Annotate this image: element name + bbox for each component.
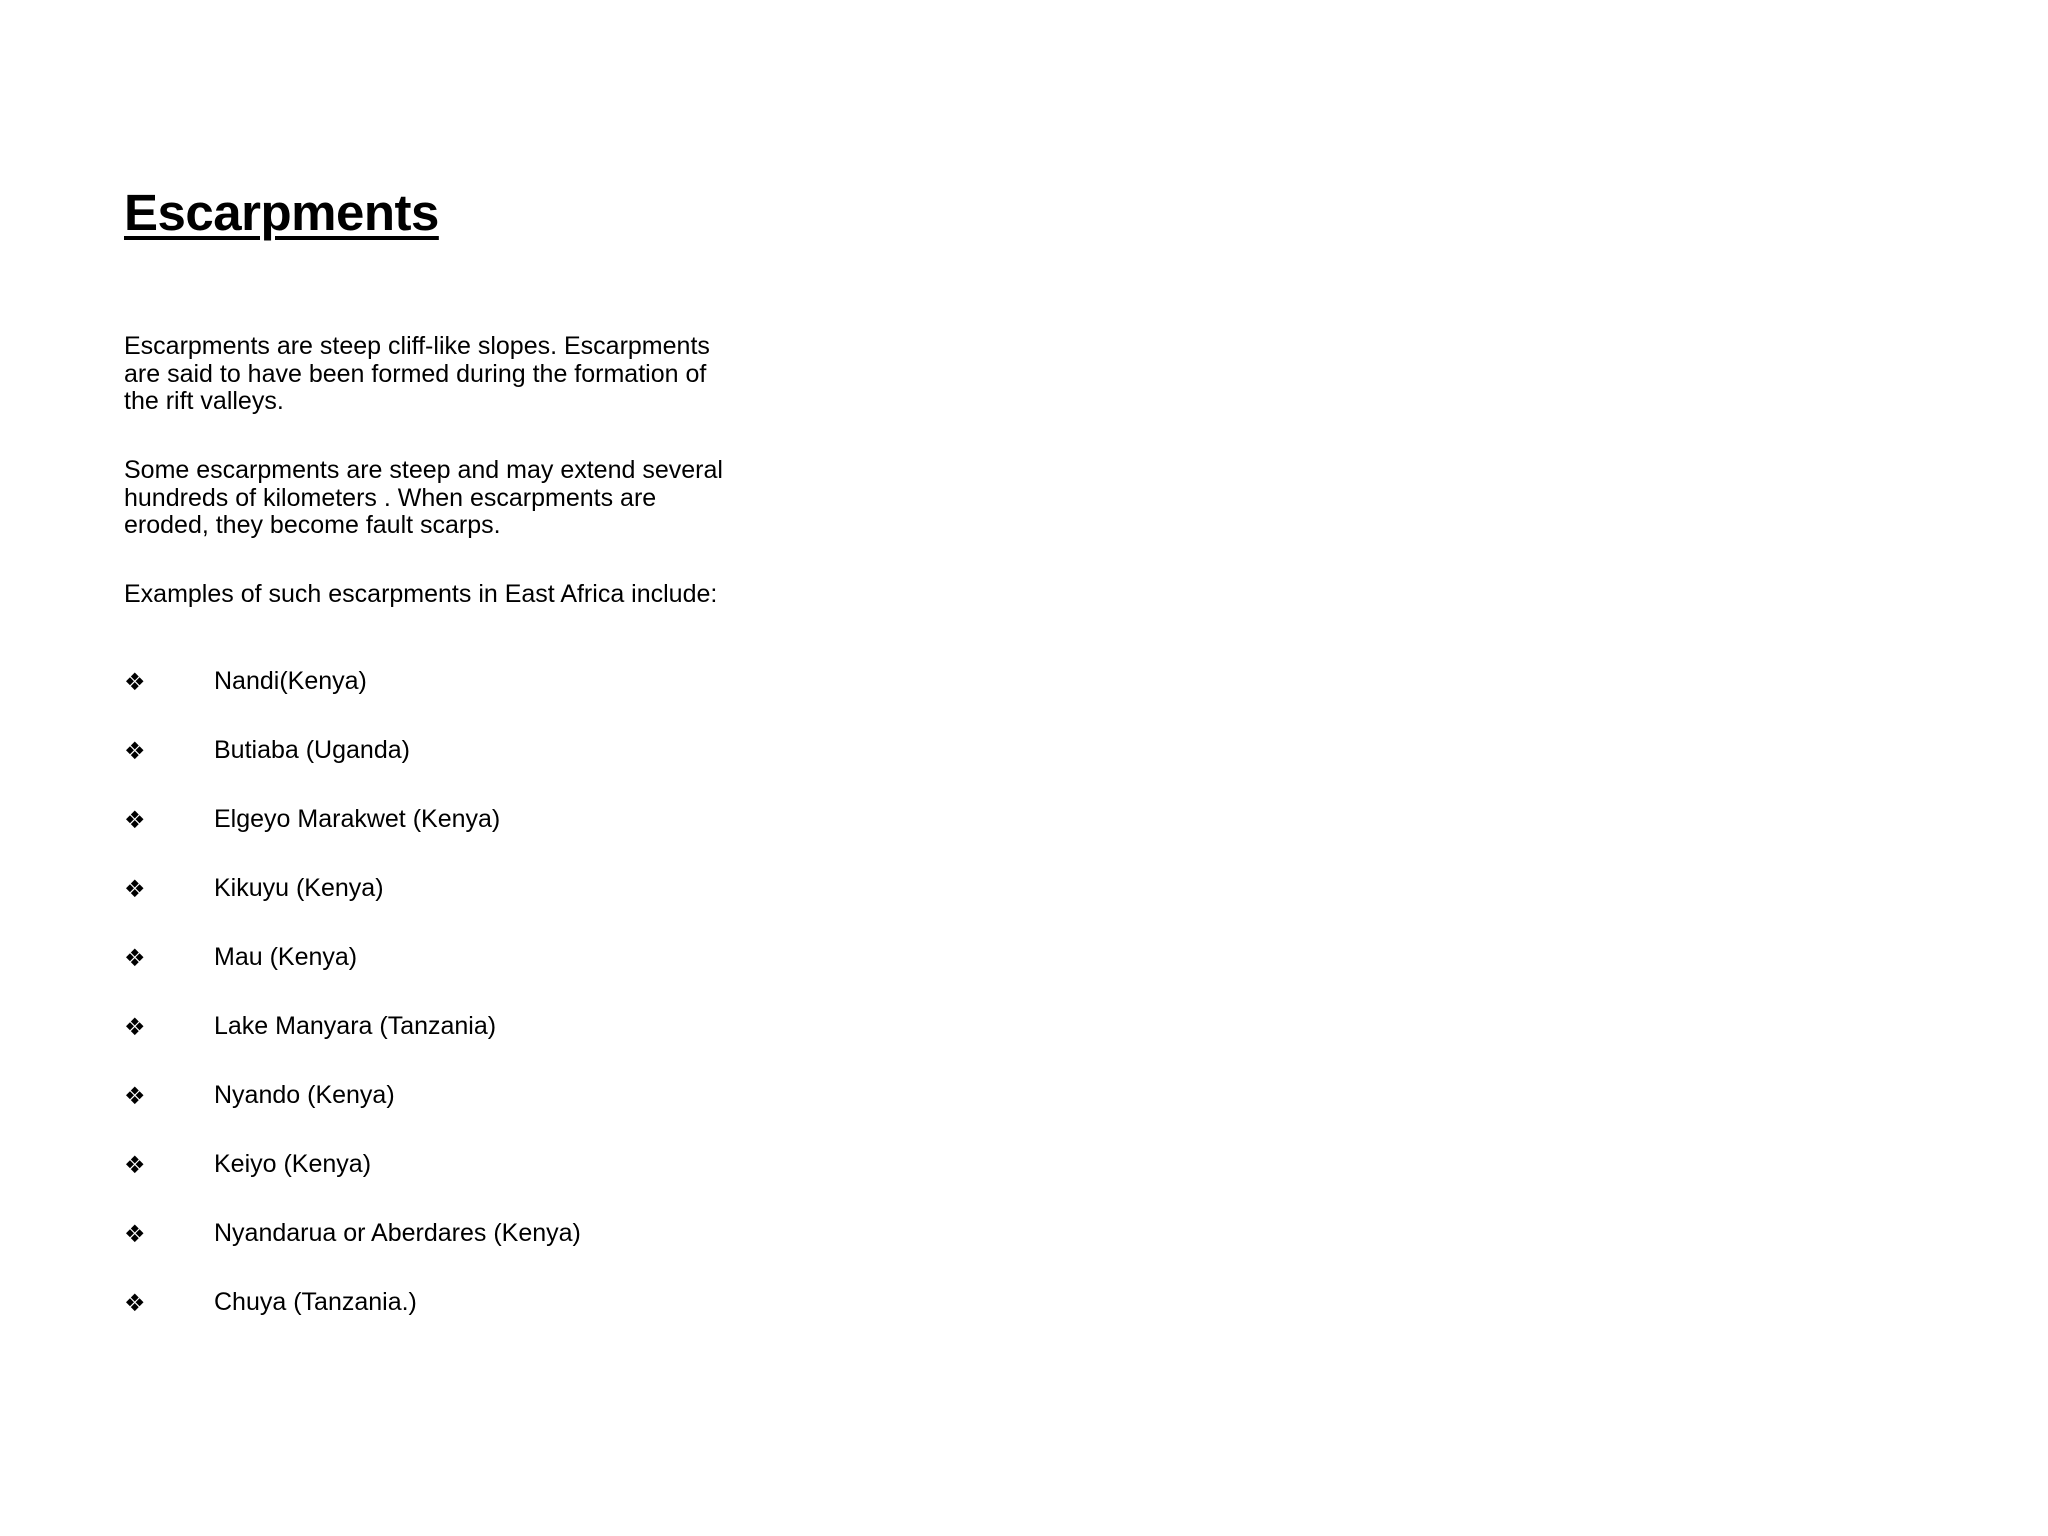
four-diamond-bullet-icon: ❖ [124,943,146,972]
paragraph-definition [124,333,764,416]
paragraph-line: Escarpments are steep cliff-like slopes. Escarpments [124,332,710,360]
list-item-text: Kikuyu (Kenya) [214,874,384,902]
list-item [124,923,581,992]
paragraph-line: are said to have been formed during the formation of [124,359,707,388]
list-item [124,1199,581,1268]
examples-list [124,647,581,1337]
list-item-text: Lake Manyara (Tanzania) [214,1012,497,1040]
list-item [124,1061,581,1130]
four-diamond-bullet-icon: ❖ [124,1288,146,1317]
paragraph-line: Examples of such escarpments in East Africa include: [124,580,718,608]
list-item-text: Chuya (Tanzania.) [214,1288,417,1316]
four-diamond-bullet-icon: ❖ [124,1081,146,1110]
list-item-text: Nandi(Kenya) [214,667,367,695]
paragraph-examples-intro [124,581,764,609]
four-diamond-bullet-icon: ❖ [124,1150,146,1179]
paragraph-line: the rift valleys. [124,387,284,415]
four-diamond-bullet-icon: ❖ [124,667,146,696]
paragraph-extent [124,457,764,540]
four-diamond-bullet-icon: ❖ [124,805,146,834]
list-item-text: Keiyo (Kenya) [214,1150,372,1178]
paragraph-line: Some escarpments are steep and may extend several [124,456,723,484]
list-item [124,1130,581,1199]
list-item [124,854,581,923]
list-item-text: Elgeyo Marakwet (Kenya) [214,805,501,833]
list-item [124,1268,581,1337]
four-diamond-bullet-icon: ❖ [124,736,146,765]
list-item-text: Nyandarua or Aberdares (Kenya) [214,1219,581,1247]
list-item [124,785,581,854]
list-item [124,716,581,785]
list-item [124,647,581,716]
page-title: Escarpments [124,184,439,241]
list-item-text: Butiaba (Uganda) [214,736,410,764]
four-diamond-bullet-icon: ❖ [124,874,146,903]
list-item-text: Nyando (Kenya) [214,1081,395,1109]
paragraph-line: hundreds of kilometers . When escarpments are [124,483,657,512]
list-item-text: Mau (Kenya) [214,943,358,971]
paragraph-line: eroded, they become fault scarps. [124,511,501,539]
list-item [124,992,581,1061]
four-diamond-bullet-icon: ❖ [124,1012,146,1041]
four-diamond-bullet-icon: ❖ [124,1219,146,1248]
